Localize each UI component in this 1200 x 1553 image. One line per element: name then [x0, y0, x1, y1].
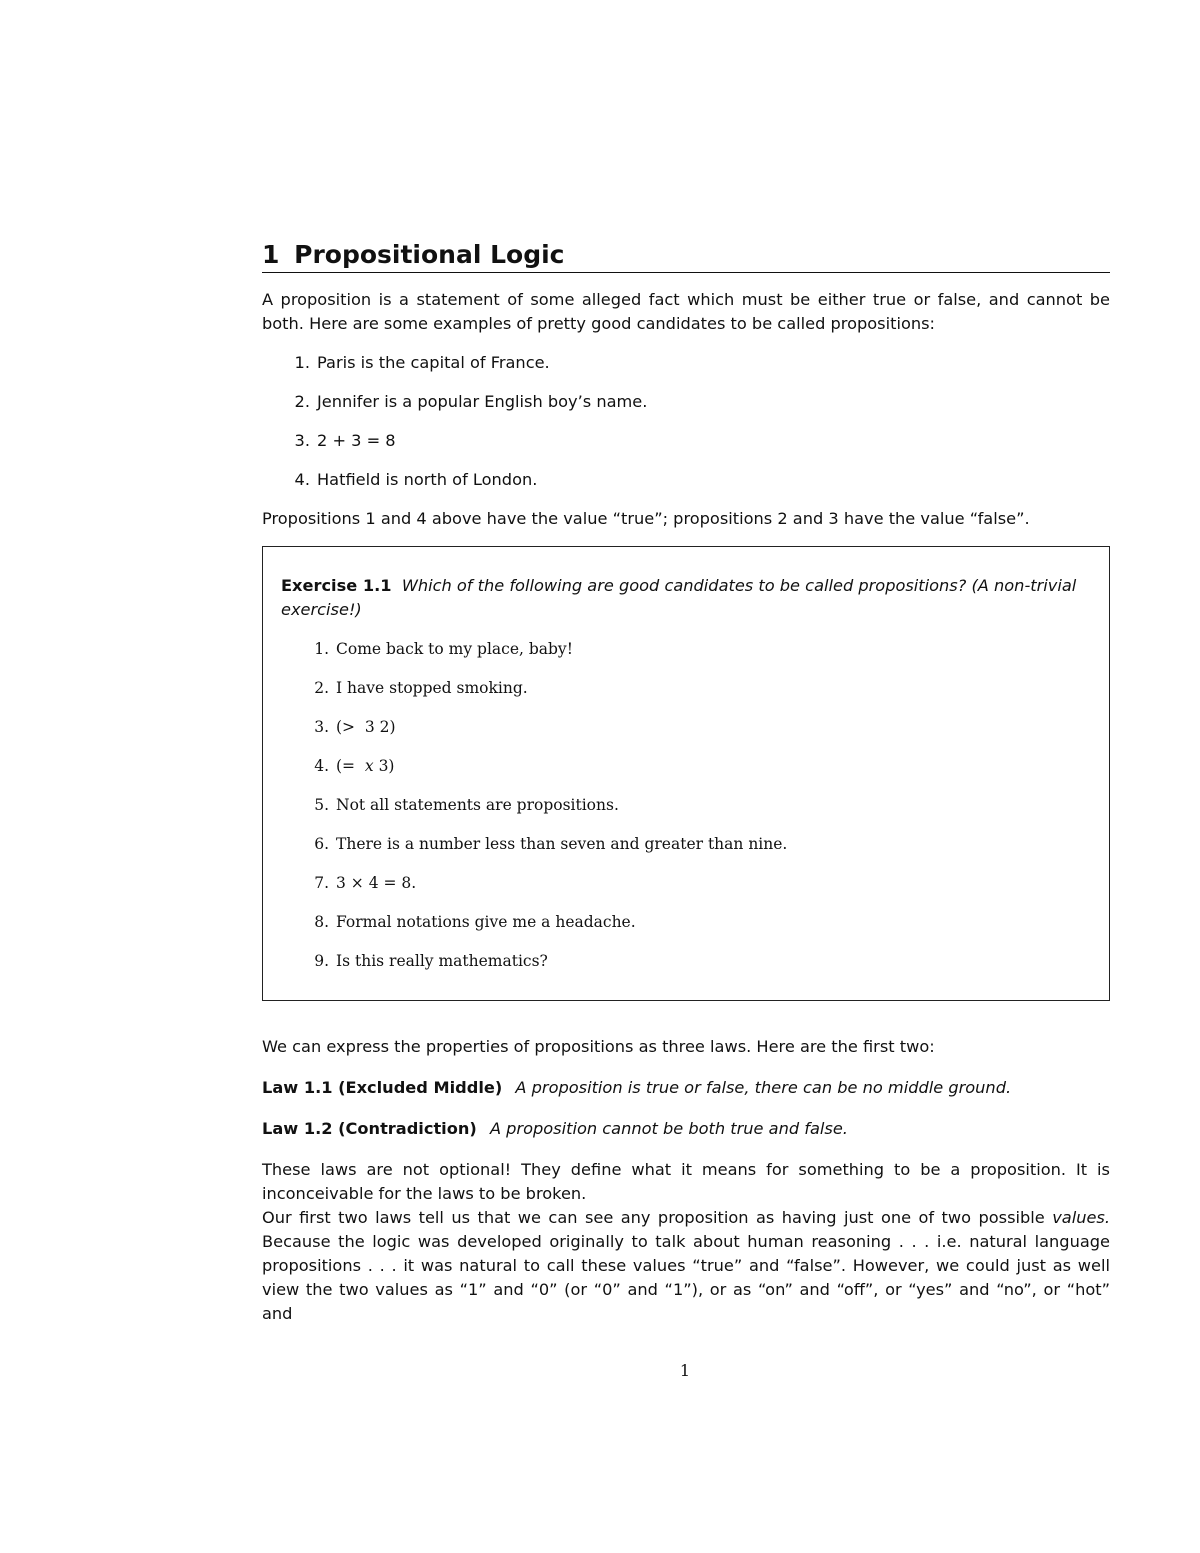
page-number: 1: [679, 1361, 691, 1380]
exercise-heading: [281, 574, 1091, 622]
list-item: 4. Hatfield is north of London.: [294, 470, 538, 489]
exercise-box: [262, 546, 1110, 1001]
law-label: Law 1.1 (Excluded Middle): [262, 1078, 503, 1097]
list-item: 1. Come back to my place, baby!: [314, 640, 573, 658]
exercise-list: [281, 637, 1091, 973]
examples-list: [262, 351, 1110, 492]
list-item: 3. (> 3 2): [314, 718, 396, 736]
examples-summary: Propositions 1 and 4 above have the value “true”; propositions 2 and 3 have the value “false”.: [262, 509, 1030, 528]
list-item: 3. 2 + 3 = 8: [294, 431, 396, 450]
list-item: 2. I have stopped smoking.: [314, 679, 528, 697]
list-item: 2. Jennifer is a popular English boy’s name.: [294, 392, 648, 411]
exercise-prompt: Which of the following are good candidates to be called propositions? (A non-trivial exercise!): [281, 576, 1077, 619]
list-item: 8. Formal notations give me a headache.: [314, 913, 636, 931]
intro-paragraph: A proposition is a statement of some alleged fact which must be either true or false, and cannot be both. Here are some examples of pretty good candidates to be called propositions:: [262, 290, 1110, 333]
page-content: [262, 240, 1110, 1326]
closing-paragraph-2: Our first two laws tell us that we can see any proposition as having just one of two possible values. Because the logic was developed originally to talk about human reasoning . . . i.e. natural language propositions . . . it was natural to call these values “true” and “false”. However, we could just as well view the two values as “1” and “0” (or “0” and “1”), or as “on” and “off”, or “yes” and “no”, or “hot” and: [262, 1208, 1110, 1323]
list-item: 9. Is this really mathematics?: [314, 952, 548, 970]
section-heading: [262, 240, 1110, 273]
list-item: 7. 3 × 4 = 8.: [314, 874, 417, 892]
law-contradiction: [262, 1117, 1110, 1141]
law-label: Law 1.2 (Contradiction): [262, 1119, 477, 1138]
section-number: 1: [262, 240, 280, 269]
list-item: 4. (= x 3): [314, 757, 395, 775]
list-item: 6. There is a number less than seven and greater than nine.: [314, 835, 788, 853]
laws-intro: We can express the properties of propositions as three laws. Here are the first two:: [262, 1037, 935, 1056]
list-item: 1. Paris is the capital of France.: [294, 353, 550, 372]
law-text: A proposition cannot be both true and false.: [489, 1119, 848, 1138]
law-excluded-middle: [262, 1076, 1110, 1100]
list-item: 5. Not all statements are propositions.: [314, 796, 619, 814]
section-title: Propositional Logic: [294, 240, 565, 269]
exercise-label: Exercise 1.1: [281, 576, 392, 595]
math-variable: x: [364, 757, 374, 775]
closing-paragraph-1: These laws are not optional! They define what it means for something to be a proposition. It is inconceivable for the laws to be broken.: [262, 1160, 1110, 1203]
law-text: A proposition is true or false, there can be no middle ground.: [515, 1078, 1012, 1097]
